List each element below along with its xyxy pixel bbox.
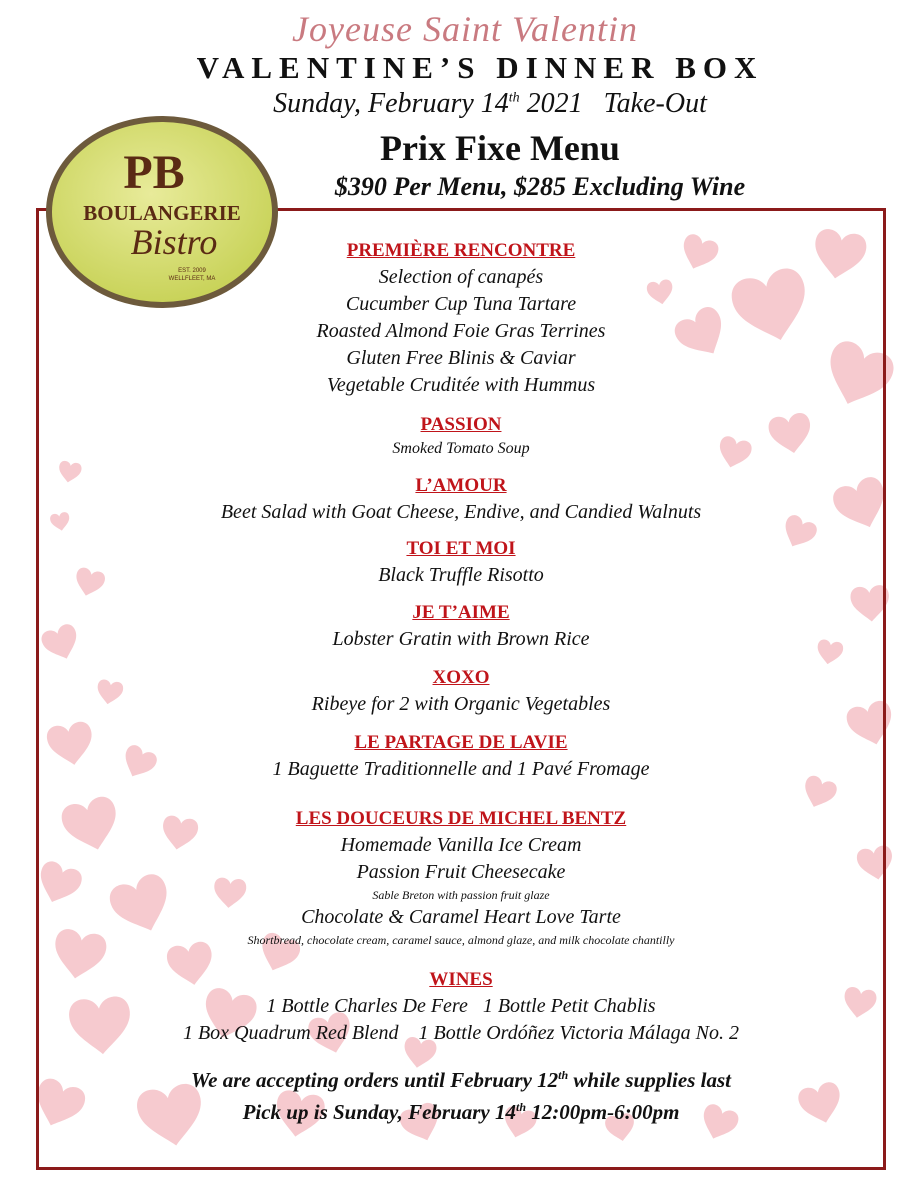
pickup-prefix: Pick up is Sunday, February 14 [242, 1100, 516, 1124]
script-title: Joyeuse Saint Valentin [292, 9, 638, 49]
order-deadline-suffix: while supplies last [568, 1068, 731, 1092]
date-sup: th [508, 90, 520, 106]
date-line [230, 88, 750, 120]
wine-line: 1 Bottle Charles De Fere 1 Bottle Petit Chablis [266, 995, 656, 1017]
section-premiere-rencontre [36, 238, 886, 399]
menu-item: Black Truffle Risotto [378, 564, 544, 586]
logo-word1: BOULANGERIE [83, 201, 241, 225]
section-lamour [36, 473, 886, 526]
section-title: TOI ET MOI [406, 538, 516, 559]
menu-item: Lobster Gratin with Brown Rice [332, 628, 590, 650]
logo-word2: Bistro [130, 222, 218, 262]
section-title: LE PARTAGE DE LAVIE [354, 732, 568, 753]
logo-est: EST. 2009 [178, 268, 206, 274]
section-title: PREMIÈRE RENCONTRE [346, 240, 576, 261]
wine-line: 1 Box Quadrum Red Blend 1 Bottle Ordóñez Victoria Málaga No. 2 [182, 1022, 740, 1044]
order-deadline-sup: th [558, 1068, 569, 1082]
menu-item: Ribeye for 2 with Organic Vegetables [311, 693, 611, 715]
order-deadline-prefix: We are accepting orders until February 12 [191, 1068, 559, 1092]
menu-item: Roasted Almond Foie Gras Terrines [316, 320, 606, 342]
order-info [36, 1062, 886, 1126]
section-toi-et-moi [36, 536, 886, 589]
pickup-line [36, 1094, 886, 1126]
section-title: L’AMOUR [415, 475, 507, 496]
menu-item: Cucumber Cup Tuna Tartare [345, 293, 577, 315]
pickup-sup: th [516, 1100, 527, 1114]
main-title: VALENTINE’S DINNER BOX [196, 50, 764, 85]
menu-item: Gluten Free Blinis & Caviar [346, 347, 576, 369]
order-deadline-line [36, 1062, 886, 1094]
section-title: XOXO [432, 667, 490, 688]
section-title: LES DOUCEURS DE MICHEL BENTZ [295, 808, 627, 829]
logo-place: WELLFLEET, MA [168, 276, 216, 282]
menu-item-note: Sable Breton with passion fruit glaze [372, 888, 550, 902]
menu-item: Smoked Tomato Soup [392, 440, 530, 457]
date-suffix: 2021 Take-Out [519, 88, 707, 119]
section-title: WINES [429, 969, 493, 990]
menu-item: 1 Baguette Traditionnelle and 1 Pavé Fromage [272, 758, 650, 780]
section-je-taime [36, 600, 886, 653]
menu-item-note: Shortbread, chocolate cream, caramel sauce, almond glaze, and milk chocolate chantilly [247, 933, 675, 947]
logo-initials: PB [123, 146, 185, 199]
menu-item: Homemade Vanilla Ice Cream [340, 834, 582, 856]
section-le-partage [36, 730, 886, 783]
menu-item: Selection of canapés [378, 266, 544, 288]
menu-item: Chocolate & Caramel Heart Love Tarte [301, 906, 621, 928]
section-wines [36, 967, 886, 1047]
section-title: JE T’AIME [412, 602, 510, 623]
section-les-douceurs [36, 806, 886, 949]
price-line: $390 Per Menu, $285 Excluding Wine [334, 172, 746, 201]
menu-item: Vegetable Cruditée with Hummus [326, 374, 596, 396]
date-prefix: Sunday, February 14 [273, 88, 509, 119]
menu-item: Beet Salad with Goat Cheese, Endive, and Candied Walnuts [220, 501, 702, 523]
pickup-suffix: 12:00pm-6:00pm [526, 1100, 680, 1124]
menu-item: Passion Fruit Cheesecake [356, 861, 566, 883]
section-xoxo [36, 665, 886, 718]
section-passion [36, 412, 886, 460]
prix-fixe-title: Prix Fixe Menu [380, 128, 620, 168]
section-title: PASSION [420, 414, 502, 435]
